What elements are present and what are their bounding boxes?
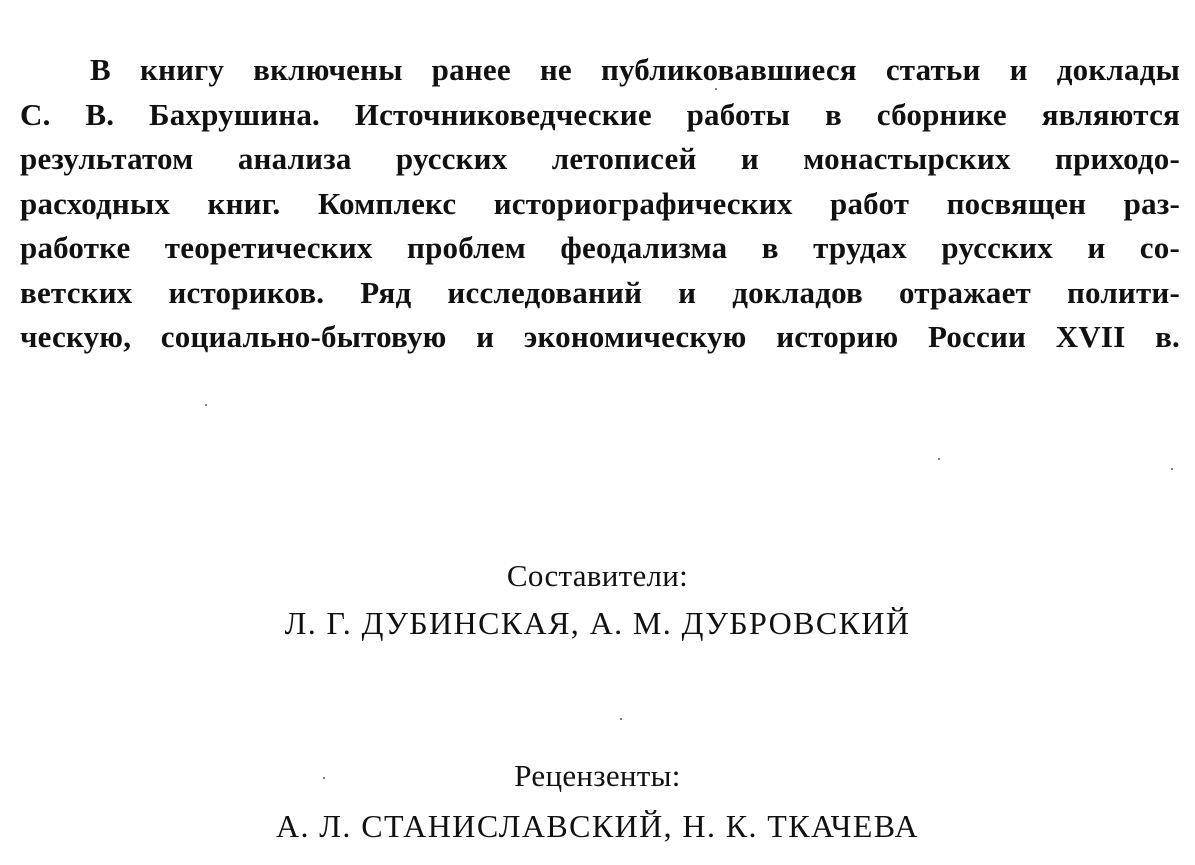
reviewers-heading: Рецензенты: — [514, 758, 681, 793]
annotation-line: работке теоретических проблем феодализма в трудах русских и со- — [20, 230, 1180, 265]
annotation-line: расходных книг. Комплекс историографических работ посвящен раз- — [20, 185, 1180, 221]
annotation-line: ветских историков. Ряд исследований и докладов отражает полити- — [20, 274, 1180, 310]
reviewers-names: А. Л. СТАНИСЛАВСКИЙ, Н. К. ТКАЧЕВА — [275, 808, 920, 844]
annotation-line: В книгу включены ранее не публиковавшиеся статьи и доклады — [90, 52, 1180, 87]
compilers-names: Л. Г. ДУБИНСКАЯ, А. М. ДУБРОВСКИЙ — [284, 605, 911, 641]
scan-speck — [1171, 468, 1173, 470]
annotation-line: ческую, социально-бытовую и экономическую историю России XVII в. — [20, 319, 1180, 354]
scan-speck — [938, 458, 940, 460]
compilers-heading: Составители: — [506, 558, 689, 593]
annotation-line: результатом анализа русских летописей и монастырских приходо- — [20, 141, 1180, 176]
book-annotation — [20, 48, 1180, 360]
annotation-line: С. В. Бахрушина. Источниковедческие работы в сборнике являются — [20, 96, 1180, 132]
scan-speck — [323, 777, 325, 779]
scan-speck — [205, 404, 207, 406]
scan-speck — [620, 718, 622, 720]
scan-speck — [715, 88, 717, 90]
